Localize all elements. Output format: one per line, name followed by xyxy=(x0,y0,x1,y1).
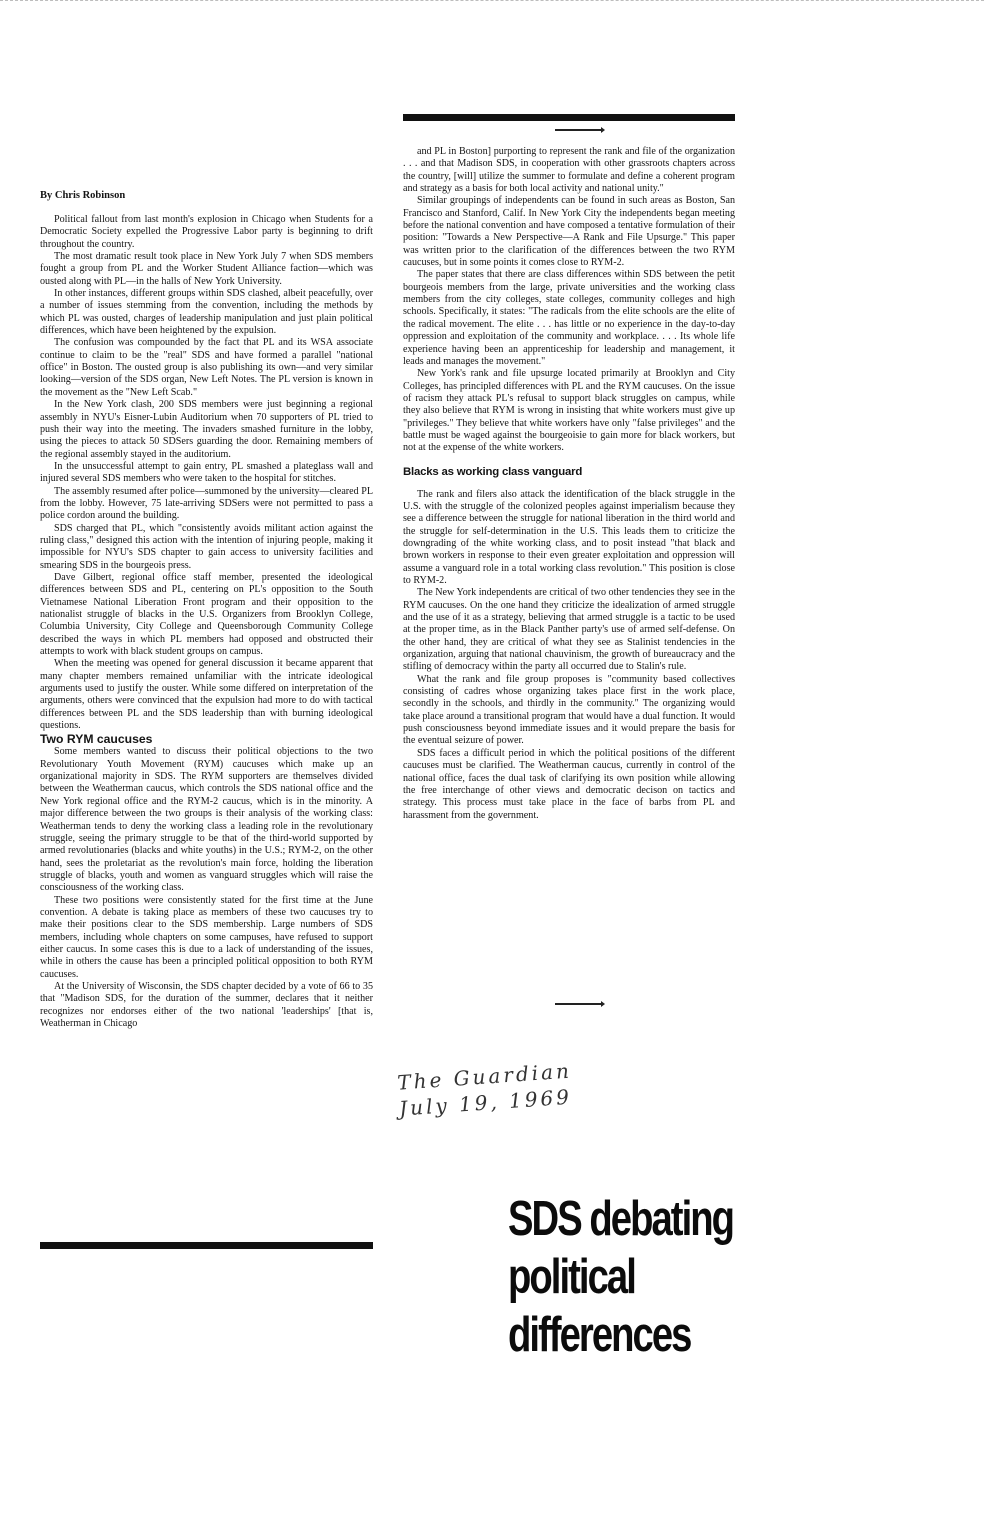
separator-dash-top xyxy=(555,129,601,131)
handwritten-source-note xyxy=(396,1054,619,1121)
top-rule xyxy=(403,114,735,121)
paragraph: Similar groupings of independents can be found in such areas as Boston, San Francisco and Stanford, Calif. In New York City the independents began meeting before the national convention and have composed a tentative formulation of their position: "Towards a New Perspective—A Rank and File Upsurge." This paper was written prior to the clarification of the differences between the two RYM caucuses, but in some points it comes close to RYM-2. xyxy=(403,195,735,269)
paragraph: Political fallout from last month's explosion in Chicago when Students for a Democratic Society expelled the Progressive Labor party is beginning to drift throughout the country. xyxy=(40,214,373,250)
paragraph: The New York independents are critical of two other tendencies they see in the RYM caucuses. On the one hand they criticize the idealization of armed struggle and the use of it as a strategy, believing that armed struggle is a tactic to be used at the proper time, as in the Black Panther party's use of armed self-defense. On the other hand, they are critical of what they see as Stalinist tendencies in the organization, arguing that national chauvinism, the growth of bureaucracy and the stifling of democracy within the party all occurred due to Stalin's rule. xyxy=(403,587,735,673)
paragraph: When the meeting was opened for general discussion it became apparent that many chapter members remained unfamiliar with the intricate ideological arguments used to justify the ouster. While some differed on interpretation of the arguments, others were convinced that the expulsion had more to do with tactical differences between PL and the SDS leadership than with burning ideological questions. xyxy=(40,658,373,732)
paragraph: The rank and filers also attack the identification of the black struggle in the U.S. with the struggle of the colonized peoples against imperialism because they see a difference between the struggle for national liberation in the third world and the struggle for self-determination in the U.S. This leads them to criticize the downgrading of the white working class, and to posit instead "that black and brown workers in response to their even greater exploitation and oppression will assume a vanguard role in a total working class revolution." This position is close to RYM-2. xyxy=(403,488,735,586)
paragraph: SDS charged that PL, which "consistently avoids militant action against the ruling class," designed this action with the intention of injuring people, making it impossible for NYU's SDS chapter to gain access to university facilities and smearing SDS in the bourgeois press. xyxy=(40,522,373,571)
paragraph: The assembly resumed after police—summoned by the university—cleared PL from the lobby. However, 75 late-arriving SDSers were not permitted to pass a police cordon around the building. xyxy=(40,485,373,522)
paragraph: Dave Gilbert, regional office staff member, presented the ideological differences between SDS and PL, centering on PL's opposition to the South Vietnamese National Liberation Front program and their opposition to the nationalist struggle of blacks in the U.S. Organizers from Brooklyn College, Columbia University, City College and Queensborough Community College described the ways in which PL members had opposed and obstructed their attempts to work with black student groups on campus. xyxy=(40,571,373,658)
subhead-two-rym-caucuses: Two RYM caucuses xyxy=(40,732,153,747)
byline: By Chris Robinson xyxy=(40,190,126,201)
handwritten-date: July 19, 1969 xyxy=(398,1084,573,1121)
page-top-edge xyxy=(0,0,984,5)
paragraph: In the New York clash, 200 SDS members were just beginning a regional assembly in NYU's Eisner-Lubin Auditorium when 70 supporters of PL tried to push their way into the meeting. The invaders smashed furniture in the lobby, using the pieces to attack 50 SDSers guarding the door. Remaining members of the regional assembly stayed in the auditorium. xyxy=(40,399,373,460)
column-right-body-continued xyxy=(403,489,735,822)
subhead-blacks-vanguard: Blacks as working class vanguard xyxy=(403,465,583,478)
column-left-body-continued xyxy=(40,746,373,1030)
paragraph: In other instances, different groups within SDS clashed, albeit peacefully, over a number of issues stemming from the convention, including the methods by which PL was ousted, charges of leadership manipulation and just plain political differences, which have been heightened by the expulsion. xyxy=(40,288,373,337)
paragraph: SDS faces a difficult period in which the political positions of the different caucuses must be clarified. The Weatherman caucus, currently in control of the national office, faces the dual task of clarifying its own position while allowing the free interchange of other views and democratic decison on tactics and strategy. This process must take place in the face of barbs from PL and harassment from the government. xyxy=(403,747,735,821)
paragraph: New York's rank and file upsurge located primarily at Brooklyn and City Colleges, has principled differences with PL and the RYM caucuses. On the issue of racism they attack PL's refusal to support black struggles on campus, while they also believe that RYM is wrong in insisting that white workers must give up "privileges." They believe that white workers have only "false privileges" and the battle must be waged against the bourgeoisie to gain more for black workers, but not at the expense of the white workers. xyxy=(403,368,735,454)
column-left-body xyxy=(40,214,373,732)
headline-line-1: SDS debating xyxy=(508,1192,734,1246)
paragraph: The most dramatic result took place in New York July 7 when SDS members fought a group from PL and the Worker Student Alliance faction—which was ousted along with PL—in the halls of New York University. xyxy=(40,251,373,287)
paragraph: At the University of Wisconsin, the SDS chapter decided by a vote of 66 to 35 that "Madison SDS, for the duration of the summer, declares that it neither recognizes nor endorses either of the two national 'leaderships' [that is, Weatherman in Chicago xyxy=(40,980,373,1029)
paragraph: The confusion was compounded by the fact that PL and its WSA associate continue to claim to be the "real" SDS and have formed a parallel "national office" in Boston. The ousted group is also publishing its own—and very similar looking—version of the SDS organ, New Left Notes. The PL version is known in the movement as the "New Left Scab." xyxy=(40,337,373,398)
column-left xyxy=(40,214,373,1030)
handwritten-publication: The Guardian xyxy=(396,1058,573,1095)
paragraph: The paper states that there are class differences within SDS between the petit bourgeois members from the large, private universities and the working class members from the city colleges, state colleges, community colleges and high schools. Specifically, it states: "The radicals from the elite schools are the elite of the radical movement. The elite . . . has little or no experience in the day-to-day oppression and exploitation of the community and workplace. . . . Its whole life experience having been an apprenticeship for leadership and management, it leads and manages the movement." xyxy=(403,269,735,367)
headline-line-3: differences xyxy=(508,1308,691,1362)
paragraph: Some members wanted to discuss their political objections to the two Revolutionary Youth Movement (RYM) caucuses which make up an organizational majority in SDS. The RYM supporters are themselves divided between the Weatherman caucus, which controls the SDS national office and the New York regional office and the RYM-2 caucus, which is in the minority. A major difference between the two groups is their analysis of the working class: Weatherman tends to deny the working class a leading role in the revolutionary struggle, seeing the primary struggle to be that of the third-world supported by armed revolutionaries (blacks and white youths) in the U.S.; RYM-2, on the other hand, sees the proletariat as the revolution's main force, holding the liberation struggle of blacks, youth and women as vanguard struggles which will raise the consciousness of the working class. xyxy=(40,746,373,894)
paragraph: What the rank and file group proposes is "community based collectives consisting of cadres whose organizing takes place first in the work place, secondly in the schools, and thirdly in the community." The organizing would take place around a transitional program that would have a dual function. It would push consciousness beyond immediate issues and it would prepare the basis for the eventual seizure of power. xyxy=(403,673,735,747)
paragraph: These two positions were consistently stated for the first time at the June convention. A debate is taking place as members of these two caucuses try to make their positions clear to the SDS membership. Large numbers of SDS members, including whole chapters on some campuses, have refused to support either caucus. In some cases this is due to a lack of understanding of the issues, while in others the cause has been a principled political opposition to both RYM caucuses. xyxy=(40,894,373,980)
headline-line-2: political xyxy=(508,1250,635,1304)
column-right xyxy=(403,146,735,822)
bottom-rule xyxy=(40,1242,373,1249)
headline xyxy=(508,1190,808,1364)
paragraph: In the unsuccessful attempt to gain entry, PL smashed a plateglass wall and injured several SDS members who were taken to the hospital for stitches. xyxy=(40,460,373,485)
column-right-body xyxy=(403,146,735,455)
paragraph: and PL in Boston] purporting to represent the rank and file of the organization . . . and that Madison SDS, in cooperation with other grassroots chapters across the country, [will] utilize the summer to formulate and define a coherent program and strategy as a basis for both local activity and national unity." xyxy=(403,146,735,195)
separator-dash-end xyxy=(555,1003,601,1005)
